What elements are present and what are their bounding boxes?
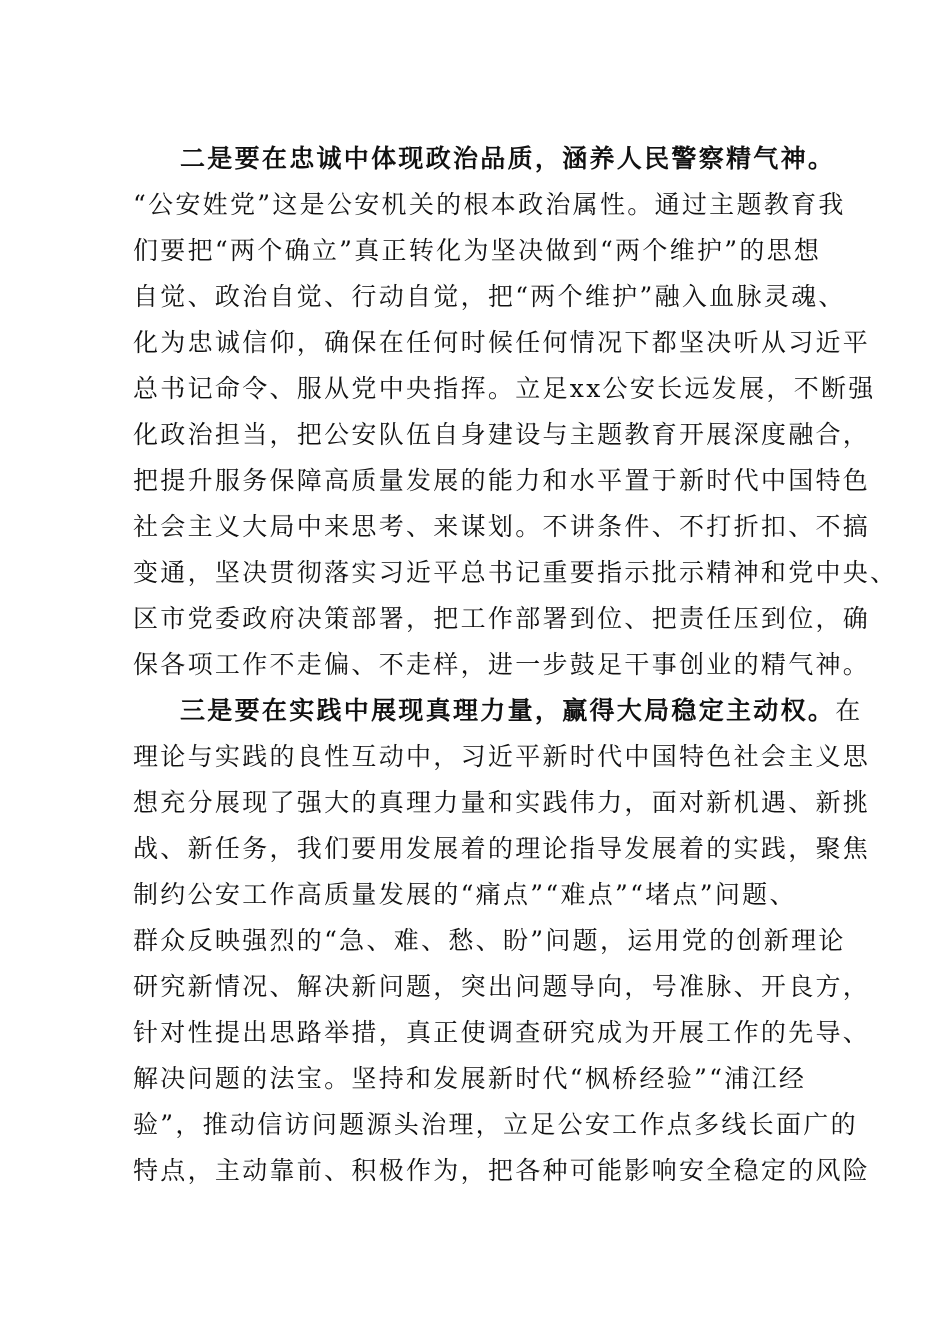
paragraph-1-line-7: 化政治担当，把公安队伍自身建设与主题教育开展深度融合， <box>133 420 871 449</box>
paragraph-2-line-11: 特点，主动靠前、积极作为，把各种可能影响安全稳定的风险 <box>133 1156 871 1185</box>
paragraph-2-line-10: 验”，推动信访问题源头治理，立足公安工作点多线长面广的 <box>133 1110 858 1139</box>
paragraph-2-line-2: 理论与实践的良性互动中，习近平新时代中国特色社会主义思 <box>133 742 871 771</box>
paragraph-1-line-2: “公安姓党”这是公安机关的根本政治属性。通过主题教育我 <box>133 190 846 219</box>
paragraph-1-line-6: 总书记命令、服从党中央指挥。立足xx公安长远发展，不断强 <box>133 374 876 403</box>
paragraph-1-line-3: 们要把“两个确立”真正转化为坚决做到“两个维护”的思想 <box>133 236 822 265</box>
paragraph-1-line-12: 保各项工作不走偏、不走样，进一步鼓足干事创业的精气神。 <box>133 650 871 679</box>
paragraph-2-line-4: 战、新任务，我们要用发展着的理论指导发展着的实践，聚焦 <box>133 834 871 863</box>
paragraph-1-line-5: 化为忠诚信仰，确保在任何时候任何情况下都坚决听从习近平 <box>133 328 871 357</box>
paragraph-1-line-8: 把提升服务保障高质量发展的能力和水平置于新时代中国特色 <box>133 466 871 495</box>
paragraph-2-heading: 三是要在实践中展现真理力量，赢得大局稳定主动权。 <box>180 696 836 725</box>
paragraph-2-line-5: 制约公安工作高质量发展的“痛点”“难点”“堵点”问题、 <box>133 880 797 909</box>
paragraph-1-line-4: 自觉、政治自觉、行动自觉，把“两个维护”融入血脉灵魂、 <box>133 282 846 311</box>
paragraph-2-line-8: 针对性提出思路举措，真正使调查研究成为开展工作的先导、 <box>133 1018 871 1047</box>
paragraph-2-line-7: 研究新情况、解决新问题，突出问题导向，号准脉、开良方， <box>133 972 871 1001</box>
paragraph-1-line-11: 区市党委政府决策部署，把工作部署到位、把责任压到位，确 <box>133 604 871 633</box>
paragraph-1-heading: 二是要在忠诚中体现政治品质，涵养人民警察精气神。 <box>180 144 836 173</box>
paragraph-1-line-9: 社会主义大局中来思考、来谋划。不讲条件、不打折扣、不搞 <box>133 512 871 541</box>
paragraph-1-line-10: 变通，坚决贯彻落实习近平总书记重要指示批示精神和党中央、 <box>133 558 898 587</box>
paragraph-2-line-9: 解决问题的法宝。坚持和发展新时代“枫桥经验”“浦江经 <box>133 1064 807 1093</box>
paragraph-2-line-6: 群众反映强烈的“急、难、愁、盼”问题，运用党的创新理论 <box>133 926 846 955</box>
paragraph-2-heading-tail: 在 <box>835 696 863 725</box>
paragraph-2-heading-line <box>180 689 863 733</box>
paragraph-2-line-3: 想充分展现了强大的真理力量和实践伟力，面对新机遇、新挑 <box>133 788 871 817</box>
